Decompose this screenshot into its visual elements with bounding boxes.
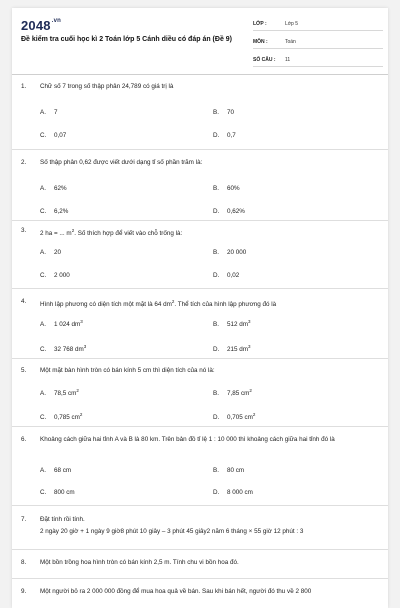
divider [12,220,388,221]
option-d[interactable] [213,131,236,140]
divider [12,549,388,550]
divider [12,149,388,150]
option-value: 0,07 [54,132,67,139]
option-b[interactable] [213,317,251,329]
option-letter: C. [40,489,47,496]
option-b[interactable] [213,248,246,257]
option-b[interactable] [213,466,244,475]
option-b[interactable] [213,386,252,398]
question-number: 4. [21,298,27,305]
option-letter: C. [40,272,47,279]
meta-label: LỚP : [253,21,267,27]
question-stem-pre: 2 ha = ... m [40,230,72,238]
question-number: 6. [21,436,27,443]
option-letter: D. [213,132,220,139]
divider [12,426,388,427]
option-letter: D. [213,208,220,215]
question-stem: Chữ số 7 trong số thập phân 24,789 có giá trị là [40,83,174,90]
option-value: 6,2% [54,208,69,215]
superscript: 2 [71,228,75,233]
divider [12,578,388,579]
option-value: 80 cm [227,467,245,474]
logo-text: 2048 [21,18,51,33]
option-d[interactable] [213,271,239,280]
option-value: 215 dm [227,346,249,354]
option-value: 0,62% [227,208,245,215]
question-stem: Đặt tính rồi tính. [40,516,85,523]
option-value: 800 cm [54,489,75,496]
option-value: 2 000 [54,272,70,279]
option-a[interactable] [40,466,71,475]
option-d[interactable] [213,207,245,216]
question-7 [21,515,381,536]
option-value: 68 cm [54,467,72,474]
question-text [21,558,381,567]
superscript: 2 [249,388,252,393]
option-value: 32 768 dm [54,346,84,354]
option-letter: B. [213,467,219,474]
option-letter: B. [213,249,219,256]
option-letter: C. [40,208,47,215]
meta-value: 11 [285,57,291,63]
site-logo[interactable] [21,18,61,33]
question-detail: 2 ngày 20 giờ + 1 ngày 9 giờ8 phút 10 giây – 3 phút 45 giây2 năm 6 tháng × 55 giờ 12 phút : 3 [40,528,304,535]
question-stem: Một người bỏ ra 2 000 000 đồng để mua hoa quả về bán. Sau khi bán hết, người đó thu về 2 800 [40,588,312,595]
question-text [21,297,381,309]
option-c[interactable] [40,342,86,354]
option-value: 0,7 [227,132,236,139]
option-value: 0,02 [227,272,240,279]
option-c[interactable] [40,207,68,216]
superscript: 3 [80,319,83,324]
question-text [21,435,381,444]
question-5 [21,366,381,375]
question-text [21,587,381,596]
superscript: 2 [79,412,83,417]
option-letter: B. [213,321,219,329]
question-stem: Khoảng cách giữa hai tỉnh A và B là 80 km. Trên bản đồ tỉ lệ 1 : 10 000 thì khoảng cách giữa hai tỉnh đó là [40,436,335,443]
option-d[interactable] [213,488,253,497]
option-value: 20 000 [227,249,247,256]
meta-label: SỐ CÂU : [253,57,276,63]
option-a[interactable] [40,248,61,257]
question-1 [21,82,381,91]
option-letter: A. [40,109,46,116]
option-value: 70 [227,109,235,116]
option-value: 0,705 cm [227,414,253,422]
question-3 [21,226,381,238]
worksheet-page [12,8,388,608]
option-letter: B. [213,390,219,398]
meta-value: Lớp 5 [285,21,299,27]
option-b[interactable] [213,108,234,117]
option-value: 20 [54,249,62,256]
option-letter: C. [40,132,47,139]
option-letter: D. [213,272,220,279]
divider [12,358,388,359]
option-a[interactable] [40,184,67,193]
option-letter: D. [213,346,220,354]
worksheet-header [12,8,388,75]
superscript: 2 [252,412,256,417]
question-stem-post: . Thể tích của hình lập phương đó là [174,301,277,309]
divider [12,288,388,289]
logo-suffix: .vn [51,18,62,24]
superscript: 3 [83,344,87,349]
question-8 [21,558,381,567]
question-stem: Một mặt bàn hình tròn có bán kính 5 cm thì diện tích của nó là: [40,367,215,374]
superscript: 2 [171,299,175,304]
question-stem: Một bồn trồng hoa hình tròn có bán kính 2,5 m. Tính chu vi bồn hoa đó. [40,559,239,566]
option-letter: A. [40,390,46,398]
question-number: 7. [21,516,27,523]
question-2 [21,158,381,167]
question-number: 5. [21,367,27,374]
option-value: 7,85 cm [227,390,250,398]
option-c[interactable] [40,488,75,497]
option-letter: B. [213,109,219,116]
question-number: 2. [21,159,27,166]
meta-value: Toán [285,39,296,45]
option-value: 512 dm [227,321,249,329]
option-value: 60% [227,185,240,192]
option-value: 78,5 cm [54,390,77,398]
question-text [21,82,381,91]
option-d[interactable] [213,342,251,354]
question-4 [21,297,381,309]
option-b[interactable] [213,184,240,193]
option-value: 1 024 dm [54,321,81,329]
option-c[interactable] [40,131,66,140]
option-letter: D. [213,414,220,422]
question-text [21,226,381,238]
option-a[interactable] [40,317,83,329]
question-number: 3. [21,227,27,234]
question-6 [21,435,381,444]
meta-row-class [253,17,383,31]
superscript: 3 [248,344,251,349]
option-value: 7 [54,109,58,116]
option-letter: A. [40,249,46,256]
question-number: 9. [21,588,27,595]
option-letter: A. [40,185,46,192]
option-letter: D. [213,489,220,496]
question-stem-pre: Hình lập phương có diện tích một mặt là 64 dm [40,301,172,309]
option-letter: C. [40,414,47,422]
superscript: 3 [248,319,251,324]
option-a[interactable] [40,386,79,398]
question-number: 8. [21,559,27,566]
option-a[interactable] [40,108,58,117]
option-c[interactable] [40,271,70,280]
question-text [21,158,381,167]
meta-panel [253,17,383,71]
option-value: 0,785 cm [54,414,80,422]
superscript: 2 [76,388,79,393]
divider [12,505,388,506]
question-text [21,366,381,375]
meta-row-count [253,53,383,67]
question-number: 1. [21,83,27,90]
option-letter: A. [40,321,46,329]
option-letter: B. [213,185,219,192]
option-value: 8 000 cm [227,489,253,496]
question-text [21,515,381,524]
page-title: Đề kiểm tra cuối học kì 2 Toán lớp 5 Cánh diều có đáp án (Đề 9) [21,36,233,43]
option-letter: A. [40,467,46,474]
option-value: 62% [54,185,67,192]
option-c[interactable] [40,410,82,422]
question-9 [21,587,381,596]
option-d[interactable] [213,410,255,422]
meta-label: MÔN : [253,39,268,45]
question-stem: Số thập phân 0,62 được viết dưới dạng tỉ số phần trăm là: [40,159,203,166]
question-stem-post: . Số thích hợp để viết vào chỗ trống là: [74,230,183,238]
option-letter: C. [40,346,47,354]
meta-row-subject [253,35,383,49]
